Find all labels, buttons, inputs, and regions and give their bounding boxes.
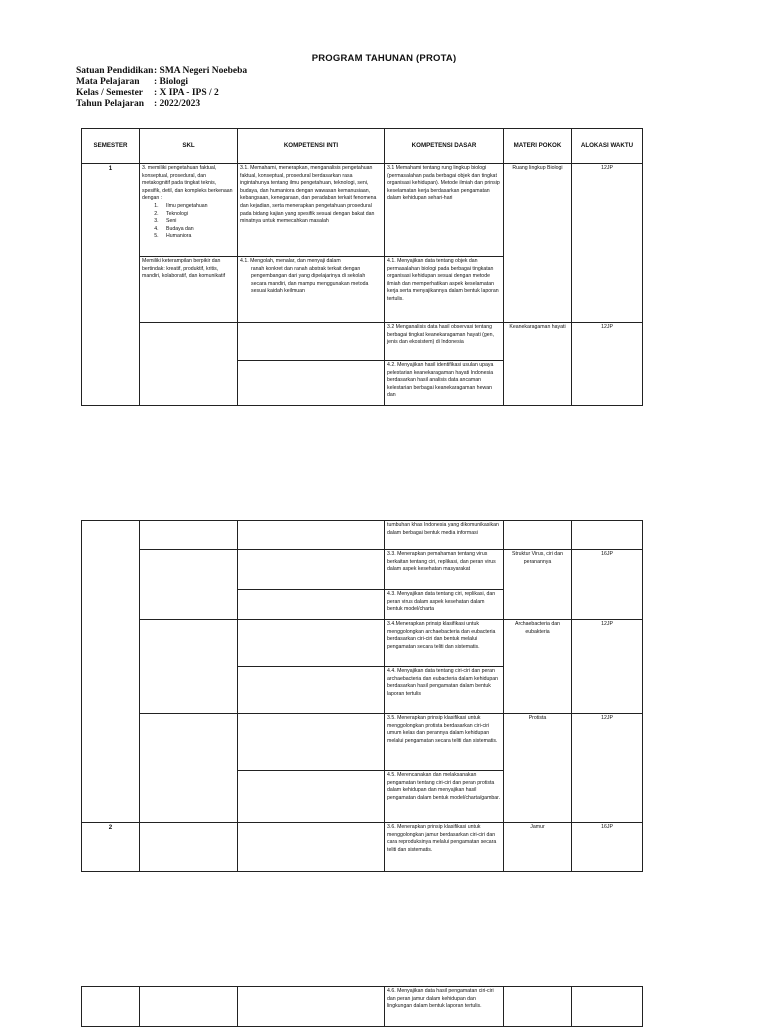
skl-3-intro: 3. memiliki pengetahuan faktual, konseptual, prosedural, dan metakognitif pada tingkat teknis, spesifik, detil, dan kompleks berkenaan dengan : [142, 165, 233, 202]
skl-3-list [142, 203, 235, 241]
info-satuan [76, 66, 247, 77]
ki-empty [238, 361, 385, 406]
skl-3 [140, 164, 238, 257]
info-tahun [76, 99, 247, 110]
semester-empty [82, 521, 140, 823]
list-item: 2. Teknologi [160, 211, 235, 219]
list-item: 5. Humaniora [160, 233, 235, 241]
prota-table-page-2 [81, 520, 643, 872]
ki-empty [238, 620, 385, 667]
alokasi-virus: 16JP [572, 550, 643, 620]
table-row [82, 323, 643, 361]
table-row [82, 987, 643, 1027]
skl-empty [140, 823, 238, 872]
kd-3-3: 3.3. Menerapkan pemahaman tentang virus berkaitan tentang ciri, replikasi, dan peran virus dalam aspek kesehatan masyarakat [385, 550, 504, 590]
materi-virus: Struktur Virus, ciri dan peranannya [504, 550, 572, 620]
semester-1: 1 [82, 164, 140, 406]
info-kelas [76, 88, 247, 99]
ki-empty [238, 714, 385, 771]
ki-empty [238, 590, 385, 620]
table-row [82, 550, 643, 590]
skl-empty [140, 714, 238, 823]
document-info [76, 66, 247, 110]
kd-3-4: 3.4.Menerapkan prinsip klasifikasi untuk menggolongkan archaebacteria dan eubacteria berdasarkan ciri-ciri dan bentuk melalui pengamatan secara teliti dan sistematis. [385, 620, 504, 667]
kd-4-3: 4.3. Menyajikan data tentang ciri, replikasi, dan peran virus dalam aspek kesehatan dalam bentuk model/charta [385, 590, 504, 620]
materi-empty [504, 521, 572, 550]
alokasi-archaebacteria: 12JP [572, 620, 643, 714]
kd-4-2a: 4.2. Menyajikan hasil identifikasi usulan upaya pelestarian keanekaragaman hayati Indonesia berdasarkan hasil analisis data ancaman kelestarian berbagai keanekaragaman hewan dan [385, 361, 504, 406]
header-alokasi-waktu: ALOKASI WAKTU [572, 129, 643, 164]
tahun-value: : 2022/2023 [154, 99, 201, 109]
table-row [82, 823, 643, 872]
ki-empty [238, 667, 385, 714]
ki-4 [238, 257, 385, 323]
alokasi-protista: 12JP [572, 714, 643, 823]
kelas-value: : X IPA - IPS / 2 [154, 88, 219, 98]
kd-4-4: 4.4. Menyajikan data tentang ciri-ciri dan peran archaebacteria dan eubacteria dalam kehidupan berdasarkan hasil pengamatan dalam bentuk laporan tertulis [385, 667, 504, 714]
alokasi-ruang-lingkup: 12JP [572, 164, 643, 323]
semester-empty [82, 987, 140, 1027]
list-item: 4. Budaya dan [160, 226, 235, 234]
header-skl: SKL [140, 129, 238, 164]
table-row [82, 164, 643, 257]
alokasi-keanekaragaman: 12JP [572, 323, 643, 406]
kd-4-6: 4.6. Menyajikan data hasil pengamatan ciri-ciri dan peran jamur dalam kehidupan dan lingkungan dalam bentuk laporan tertulis. [385, 987, 504, 1027]
ki-3: 3.1. Memahami, menerapkan, menganalisis pengetahuan faktual, konseptual, prosedural berdasarkan rasa ingintahunya tentang ilmu pengetahuan, teknologi, seni, budaya, dan humaniora dengan wawasan kemanusiaan, kebangsaan, kenegaraan, dan peradaban terkait fenomena dan kejadian, serta menerapkan pengetahuan prosedural pada bidang kajian yang spesifik sesuai dengan bakat dan minatnya untuk memecahkan masalah [238, 164, 385, 257]
alokasi-empty [572, 987, 643, 1027]
mapel-value: : Biologi [154, 77, 189, 87]
skl-4: Memiliki keterampilan berpikir dan bertindak: kreatif, produktif, kritis, mandiri, kolaboratif, dan komunikatif [140, 257, 238, 323]
kd-3-2: 3.2 Menganalisis data hasil observasi tentang berbagai tingkat keanekaragaman hayati (gen, jenis dan ekosistem) di Indonesia [385, 323, 504, 361]
list-item: 1. Ilmu pengetahuan [160, 203, 235, 211]
skl-empty [140, 323, 238, 406]
list-item: 3. Seni [160, 218, 235, 226]
skl-empty [140, 620, 238, 714]
kd-3-6: 3.6. Menerapkan prinsip klasifikasi untuk menggolongkan jamur berdasarkan ciri-ciri dan cara reproduksinya melalui pengamatan secara teliti dan sistematis. [385, 823, 504, 872]
ki-4-rest: ranah konkret dan ranah abstrak terkait dengan pengembangan dari yang dipelajarinya di sekolah secara mandiri, dan mampu menggunakan metoda sesuai kaidah keilmuan [251, 265, 369, 295]
header-materi-pokok: MATERI POKOK [504, 129, 572, 164]
skl-empty [140, 987, 238, 1027]
ki-empty [238, 323, 385, 361]
materi-archaebacteria: Archaebacteria dan eubakteria [504, 620, 572, 714]
satuan-value: : SMA Negeri Noebeba [154, 66, 248, 76]
kd-4-2b: tumbuhan khas Indonesia yang dikomunikasikan dalam berbagai bentuk media informasi [385, 521, 504, 550]
table-row [82, 620, 643, 667]
materi-ruang-lingkup: Ruang lingkup Biologi [504, 164, 572, 323]
materi-keanekaragaman: Keanekaragaman hayati [504, 323, 572, 406]
materi-jamur: Jamur [504, 823, 572, 872]
materi-protista: Protista [504, 714, 572, 823]
ki-4-lead: 4.1. Mengolah, menalar, dan menyaji dalam [240, 258, 341, 264]
materi-empty [504, 987, 572, 1027]
ki-empty [238, 550, 385, 590]
header-kompetensi-inti: KOMPETENSI INTI [238, 129, 385, 164]
mapel-label: Mata Pelajaran [76, 77, 140, 87]
table-row [82, 714, 643, 771]
header-semester: SEMESTER [82, 129, 140, 164]
ki-empty [238, 823, 385, 872]
ki-empty [238, 771, 385, 823]
alokasi-empty [572, 521, 643, 550]
ki-empty [238, 521, 385, 550]
ki-empty [238, 987, 385, 1027]
satuan-label: Satuan Pendidikan [76, 66, 154, 76]
kd-3-1: 3.1 Memahami tentang rung lingkup biologi (permasalahan pada berbagai objek dan tingkat organisasi kehidupan). Metode ilmiah dan prinsip keselamatan kerja berdasarkan pengamatan dalam kehidupan sehari-hari [385, 164, 504, 257]
kd-3-5: 3.5. Menerapkan prinsip klasifikasi untuk menggolongkan protista berdasarkan ciri-ciri umum kelas dan perannya dalam kehidupan melalui pengamatan secara teliti dan sistematis. [385, 714, 504, 771]
kd-4-5: 4.5. Merencanakan dan melaksanakan pengamatan tentang ciri-ciri dan peran protista dalam kehidupan dan menyajikan hasil pengamatan dalam bentuk model/charta/gambar. [385, 771, 504, 823]
skl-empty [140, 550, 238, 620]
semester-2: 2 [82, 823, 140, 872]
header-kompetensi-dasar: KOMPETENSI DASAR [385, 129, 504, 164]
page-title: PROGRAM TAHUNAN (PROTA) [311, 53, 457, 64]
kelas-label: Kelas / Semester [76, 88, 144, 98]
prota-table-page-3 [81, 986, 643, 1027]
kd-4-1: 4.1. Menyajikan data tentang objek dan permasalahan biologi pada berbagai tingkatan organisasi kehidupan sesuai dengan metode ilmiah dan memperhatikan aspek keselamatan kerja serta menyajikannya dalam bentuk laporan tertulis. [385, 257, 504, 323]
table-header-row [82, 129, 643, 164]
skl-empty [140, 521, 238, 550]
alokasi-jamur: 16JP [572, 823, 643, 872]
table-row [82, 521, 643, 550]
info-mapel [76, 77, 247, 88]
tahun-label: Tahun Pelajaran [76, 99, 145, 109]
prota-table-page-1 [81, 128, 643, 406]
